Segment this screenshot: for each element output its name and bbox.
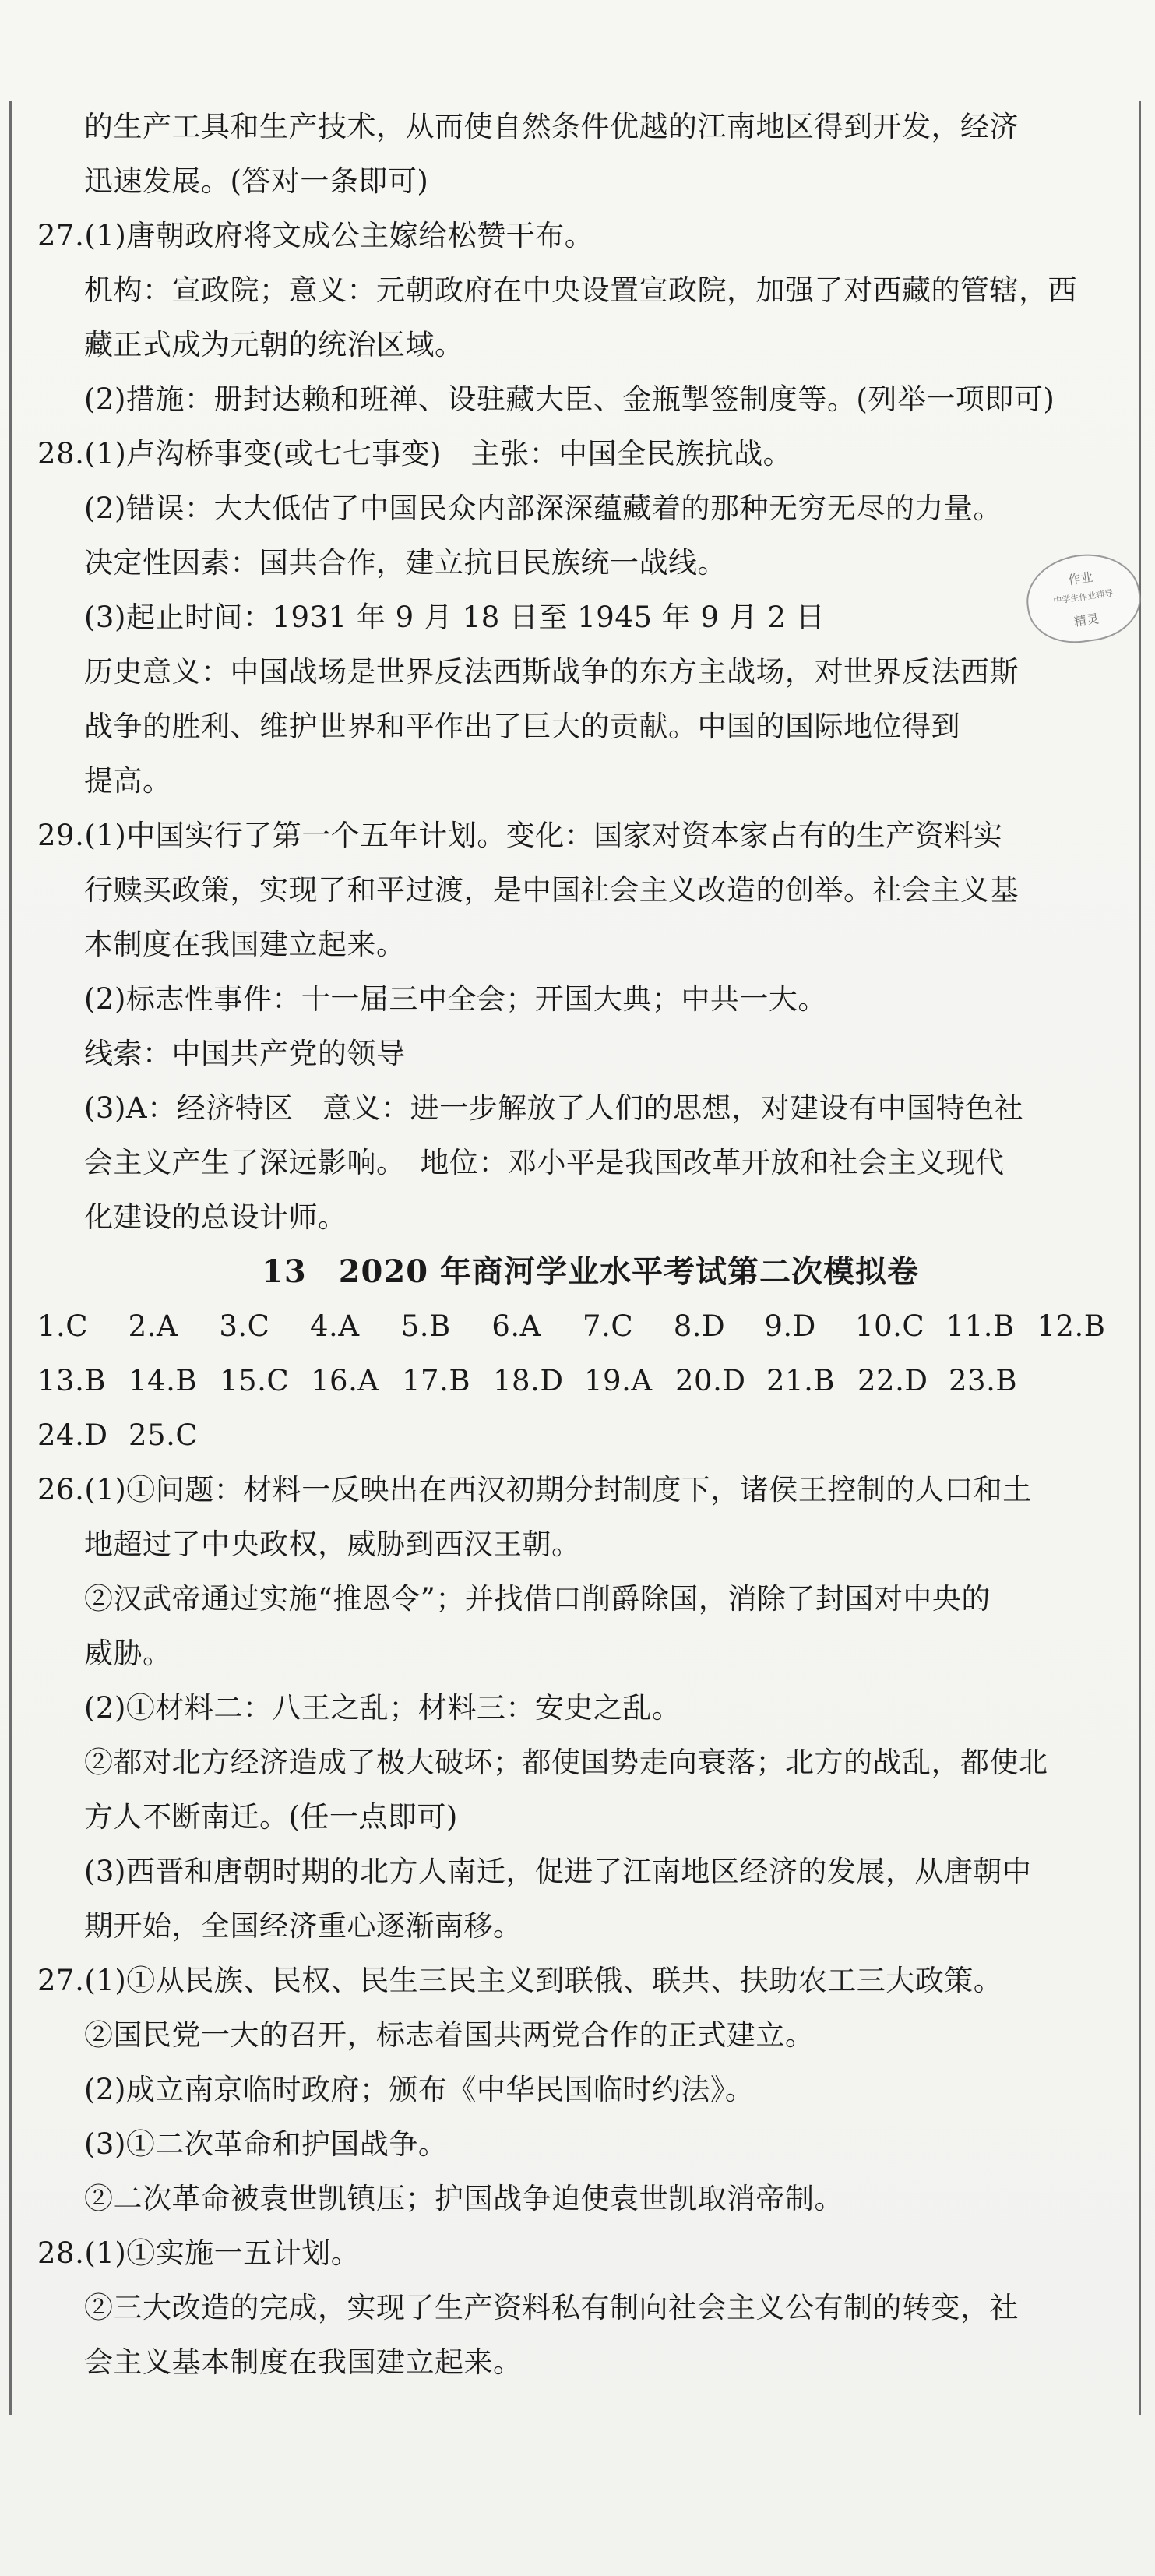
exam-title: 13 2020 年商河学业水平考试第二次模拟卷 [262, 1253, 919, 1290]
choice-answer: 20.D [675, 1364, 746, 1397]
answer-line: (2)错误：大大低估了中国民众内部深深蕴藏着的那种无穷无尽的力量。 [84, 492, 1002, 525]
answer-line: (3)A：经济特区 意义：进一步解放了人们的思想，对建设有中国特色社 [84, 1091, 1024, 1125]
answer-line: 藏正式成为元朝的统治区域。 [84, 328, 464, 361]
answers-current-exam [37, 1463, 1128, 2390]
answer-line: (2)措施：册封达赖和班禅、设驻藏大臣、金瓶掣签制度等。(列举一项即可) [84, 382, 1055, 416]
answer-line: ②国民党一大的召开，标志着国共两党合作的正式建立。 [84, 2018, 815, 2052]
answer-line: 威胁。 [84, 1637, 172, 1670]
answer-line: (2)标志性事件：十一届三中全会；开国大典；中共一大。 [84, 982, 827, 1016]
choice-answer: 4.A [310, 1309, 360, 1343]
choice-answer: 15.C [220, 1364, 290, 1397]
right-margin-rule [1139, 101, 1141, 2415]
answer-line: 26.(1)①问题：材料一反映出在西汉初期分封制度下，诸侯王控制的人口和土 [37, 1473, 1032, 1506]
choice-answer: 7.C [583, 1309, 634, 1343]
choice-answer: 8.D [673, 1309, 726, 1343]
choice-answer: 5.B [400, 1309, 451, 1343]
answer-line: 决定性因素：国共合作，建立抗日民族统一战线。 [84, 546, 727, 580]
left-margin-rule [9, 101, 12, 2415]
answer-line: (2)①材料二：八王之乱；材料三：安史之乱。 [84, 1691, 681, 1725]
answer-line: 的生产工具和生产技术，从而使自然条件优越的江南地区得到开发，经济 [84, 110, 1019, 143]
answer-line: 28.(1)卢沟桥事变(或七七事变) 主张：中国全民族抗战。 [37, 437, 793, 470]
choice-answer: 11.B [945, 1309, 1015, 1343]
choice-answer: 1.C [37, 1309, 89, 1343]
choice-answer: 3.C [219, 1309, 270, 1343]
answer-line: 期开始，全国经济重心逐渐南移。 [84, 1909, 523, 1943]
answer-line: 战争的胜利、维护世界和平作出了巨大的贡献。中国的国际地位得到 [84, 710, 960, 743]
choice-answer: 22.D [857, 1364, 928, 1397]
choice-answer: 14.B [129, 1364, 198, 1397]
choice-answer: 13.B [37, 1364, 107, 1397]
answer-line: 线索：中国共产党的领导 [84, 1037, 406, 1070]
choice-row [37, 1354, 1128, 1408]
answer-line: (3)①二次革命和护国战争。 [84, 2127, 448, 2161]
answer-line: 行赎买政策，实现了和平过渡，是中国社会主义改造的创举。社会主义基 [84, 873, 1019, 907]
answer-line: ②都对北方经济造成了极大破坏；都使国势走向衰落；北方的战乱，都使北 [84, 1746, 1048, 1779]
answer-line: 27.(1)唐朝政府将文成公主嫁给松赞干布。 [37, 219, 594, 252]
choice-answer: 2.A [128, 1309, 178, 1343]
choice-answer: 19.A [584, 1364, 653, 1397]
answers-previous-exam [37, 100, 1128, 1245]
answer-line: 27.(1)①从民族、民权、民生三民主义到联俄、联共、扶助农工三大政策。 [37, 1964, 1003, 1997]
choice-answer: 12.B [1037, 1309, 1106, 1343]
stamp-middle-text: 中学生作业辅导 [1052, 587, 1114, 607]
answer-line: 29.(1)中国实行了第一个五年计划。变化：国家对资本家占有的生产资料实 [37, 819, 1003, 852]
answer-line: 28.(1)①实施一五计划。 [37, 2236, 361, 2270]
stamp-top-text: 作业 [1067, 569, 1094, 588]
choice-answer: 23.B [949, 1364, 1018, 1397]
multiple-choice-answers [37, 1299, 1128, 1463]
answer-line: 会主义产生了深远影响。 地位：邓小平是我国改革开放和社会主义现代 [84, 1146, 1005, 1179]
stamp-bottom-text: 精灵 [1072, 611, 1100, 629]
answer-line: (3)西晋和唐朝时期的北方人南迁，促进了江南地区经济的发展，从唐朝中 [84, 1855, 1032, 1888]
choice-answer: 21.B [766, 1364, 836, 1397]
choice-answer: 9.D [764, 1309, 816, 1343]
answer-line: 历史意义：中国战场是世界反法西斯战争的东方主战场，对世界反法西斯 [84, 655, 1019, 689]
answer-line: ②二次革命被袁世凯镇压；护国战争迫使袁世凯取消帝制。 [84, 2182, 843, 2215]
choice-answer: 25.C [129, 1418, 199, 1452]
choice-answer: 24.D [37, 1418, 108, 1452]
answer-line: 提高。 [84, 764, 172, 798]
answer-line: ②汉武帝通过实施“推恩令”；并找借口削爵除国，消除了封国对中央的 [84, 1582, 991, 1616]
answer-content [37, 100, 1128, 2390]
answer-line: 本制度在我国建立起来。 [84, 928, 406, 961]
answer-line: 迅速发展。(答对一条即可) [84, 164, 429, 198]
answer-line: 化建设的总设计师。 [84, 1200, 347, 1234]
choice-answer: 16.A [311, 1364, 379, 1397]
choice-answer: 6.A [491, 1309, 541, 1343]
answer-line: 地超过了中央政权，威胁到西汉王朝。 [84, 1528, 581, 1561]
choice-answer: 10.C [855, 1309, 925, 1343]
answer-line: 方人不断南迁。(任一点即可) [84, 1800, 458, 1834]
choice-answer: 17.B [402, 1364, 471, 1397]
answer-line: (3)起止时间：1931 年 9 月 18 日至 1945 年 9 月 2 日 [84, 601, 826, 634]
answer-line: (2)成立南京临时政府；颁布《中华民国临时约法》。 [84, 2073, 755, 2106]
choice-answer: 18.D [493, 1364, 564, 1397]
choice-row [37, 1299, 1128, 1354]
choice-row [37, 1408, 1128, 1463]
answer-line: 会主义基本制度在我国建立起来。 [84, 2345, 523, 2379]
answer-line: 机构：宣政院；意义：元朝政府在中央设置宣政院，加强了对西藏的管辖，西 [84, 273, 1077, 307]
answer-line: ②三大改造的完成，实现了生产资料私有制向社会主义公有制的转变，社 [84, 2291, 1019, 2324]
